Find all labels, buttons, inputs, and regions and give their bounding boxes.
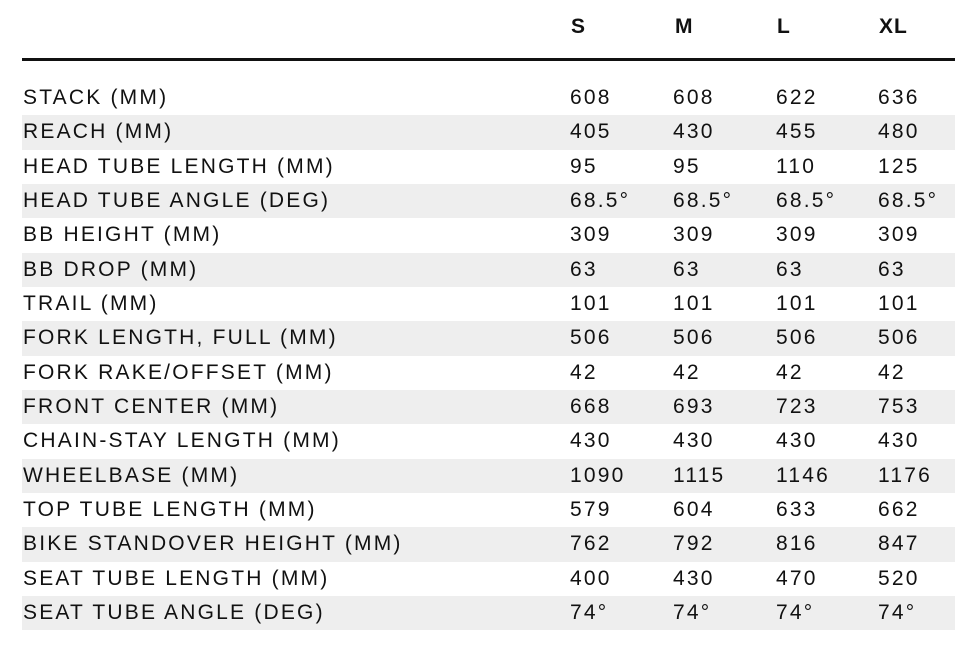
cell-s: 309 [570, 223, 612, 247]
cell-xl: 63 [878, 257, 906, 281]
cell-m: 792 [673, 532, 715, 556]
cell-xl: 430 [878, 429, 920, 453]
table-row [22, 253, 955, 287]
table-row [22, 150, 955, 184]
cell-m: 1115 [673, 463, 726, 487]
row-label: REACH (MM) [23, 120, 174, 144]
column-header-s: S [571, 15, 587, 38]
row-label: STACK (MM) [23, 86, 169, 109]
cell-l: 455 [776, 120, 818, 144]
cell-l: 68.5° [776, 188, 837, 212]
cell-xl: 68.5° [878, 188, 939, 212]
cell-l: 110 [776, 154, 817, 178]
row-label: FORK LENGTH, FULL (MM) [23, 326, 338, 350]
table-row [22, 321, 955, 355]
table-header [22, 0, 955, 61]
cell-m: 430 [673, 429, 715, 453]
row-label: HEAD TUBE ANGLE (DEG) [23, 188, 331, 212]
table-row [22, 562, 955, 596]
row-label: SEAT TUBE LENGTH (MM) [23, 566, 330, 590]
cell-s: 42 [570, 360, 598, 384]
row-label: BB DROP (MM) [23, 257, 199, 281]
row-label: TRAIL (MM) [23, 291, 159, 315]
cell-xl: 753 [878, 394, 920, 418]
cell-xl: 520 [878, 566, 920, 590]
cell-s: 762 [570, 532, 612, 556]
cell-m: 430 [673, 566, 715, 590]
cell-s: 430 [570, 429, 612, 453]
cell-xl: 101 [878, 291, 920, 315]
cell-s: 668 [570, 394, 612, 418]
cell-m: 74° [673, 600, 712, 624]
cell-m: 42 [673, 360, 701, 384]
table-body [22, 81, 955, 630]
cell-m: 95 [673, 154, 701, 178]
table-row [22, 459, 955, 493]
cell-l: 723 [776, 394, 818, 418]
cell-l: 63 [776, 257, 804, 281]
cell-l: 430 [776, 429, 818, 453]
cell-xl: 309 [878, 223, 920, 247]
cell-l: 622 [776, 86, 818, 109]
cell-m: 604 [673, 497, 715, 521]
table-row [22, 527, 955, 561]
row-label: BB HEIGHT (MM) [23, 223, 222, 247]
table-row [22, 424, 955, 458]
cell-s: 400 [570, 566, 612, 590]
cell-s: 608 [570, 86, 612, 109]
cell-m: 309 [673, 223, 715, 247]
column-header-l: L [777, 15, 791, 38]
cell-xl: 1176 [878, 463, 932, 487]
table-row [22, 115, 955, 149]
table-row [22, 81, 955, 115]
cell-m: 101 [673, 291, 715, 315]
table-row [22, 390, 955, 424]
cell-s: 95 [570, 154, 598, 178]
table-row [22, 596, 955, 630]
row-label: SEAT TUBE ANGLE (DEG) [23, 600, 325, 624]
cell-s: 1090 [570, 463, 626, 487]
row-label: FRONT CENTER (MM) [23, 394, 280, 418]
cell-m: 63 [673, 257, 701, 281]
cell-xl: 847 [878, 532, 920, 556]
cell-m: 506 [673, 326, 715, 350]
cell-l: 633 [776, 497, 818, 521]
cell-s: 74° [570, 600, 609, 624]
cell-m: 68.5° [673, 188, 734, 212]
cell-xl: 42 [878, 360, 906, 384]
cell-s: 68.5° [570, 188, 631, 212]
cell-m: 430 [673, 120, 715, 144]
cell-s: 101 [570, 291, 612, 315]
cell-s: 63 [570, 257, 598, 281]
cell-s: 506 [570, 326, 612, 350]
cell-s: 405 [570, 120, 612, 144]
cell-xl: 662 [878, 497, 920, 521]
geometry-table [22, 0, 955, 630]
row-label: TOP TUBE LENGTH (MM) [23, 497, 317, 521]
cell-l: 470 [776, 566, 818, 590]
row-label: WHEELBASE (MM) [23, 463, 240, 487]
row-label: BIKE STANDOVER HEIGHT (MM) [23, 532, 403, 556]
row-label: HEAD TUBE LENGTH (MM) [23, 154, 335, 178]
column-header-m: M [675, 15, 694, 38]
table-row [22, 184, 955, 218]
cell-l: 1146 [776, 463, 830, 487]
cell-l: 816 [776, 532, 818, 556]
cell-l: 506 [776, 326, 818, 350]
cell-xl: 74° [878, 600, 917, 624]
cell-xl: 125 [878, 154, 920, 178]
cell-m: 693 [673, 394, 715, 418]
row-label: FORK RAKE/OFFSET (MM) [23, 360, 334, 384]
table-row [22, 218, 955, 252]
cell-m: 608 [673, 86, 715, 109]
cell-l: 101 [776, 291, 818, 315]
cell-l: 42 [776, 360, 804, 384]
cell-l: 309 [776, 223, 818, 247]
table-row [22, 356, 955, 390]
table-row [22, 493, 955, 527]
cell-xl: 480 [878, 120, 920, 144]
cell-xl: 636 [878, 86, 920, 109]
column-header-xl: XL [879, 15, 908, 38]
row-label: CHAIN-STAY LENGTH (MM) [23, 429, 341, 453]
cell-xl: 506 [878, 326, 920, 350]
cell-s: 579 [570, 497, 612, 521]
header-spacer [22, 61, 955, 81]
cell-l: 74° [776, 600, 815, 624]
table-row [22, 287, 955, 321]
